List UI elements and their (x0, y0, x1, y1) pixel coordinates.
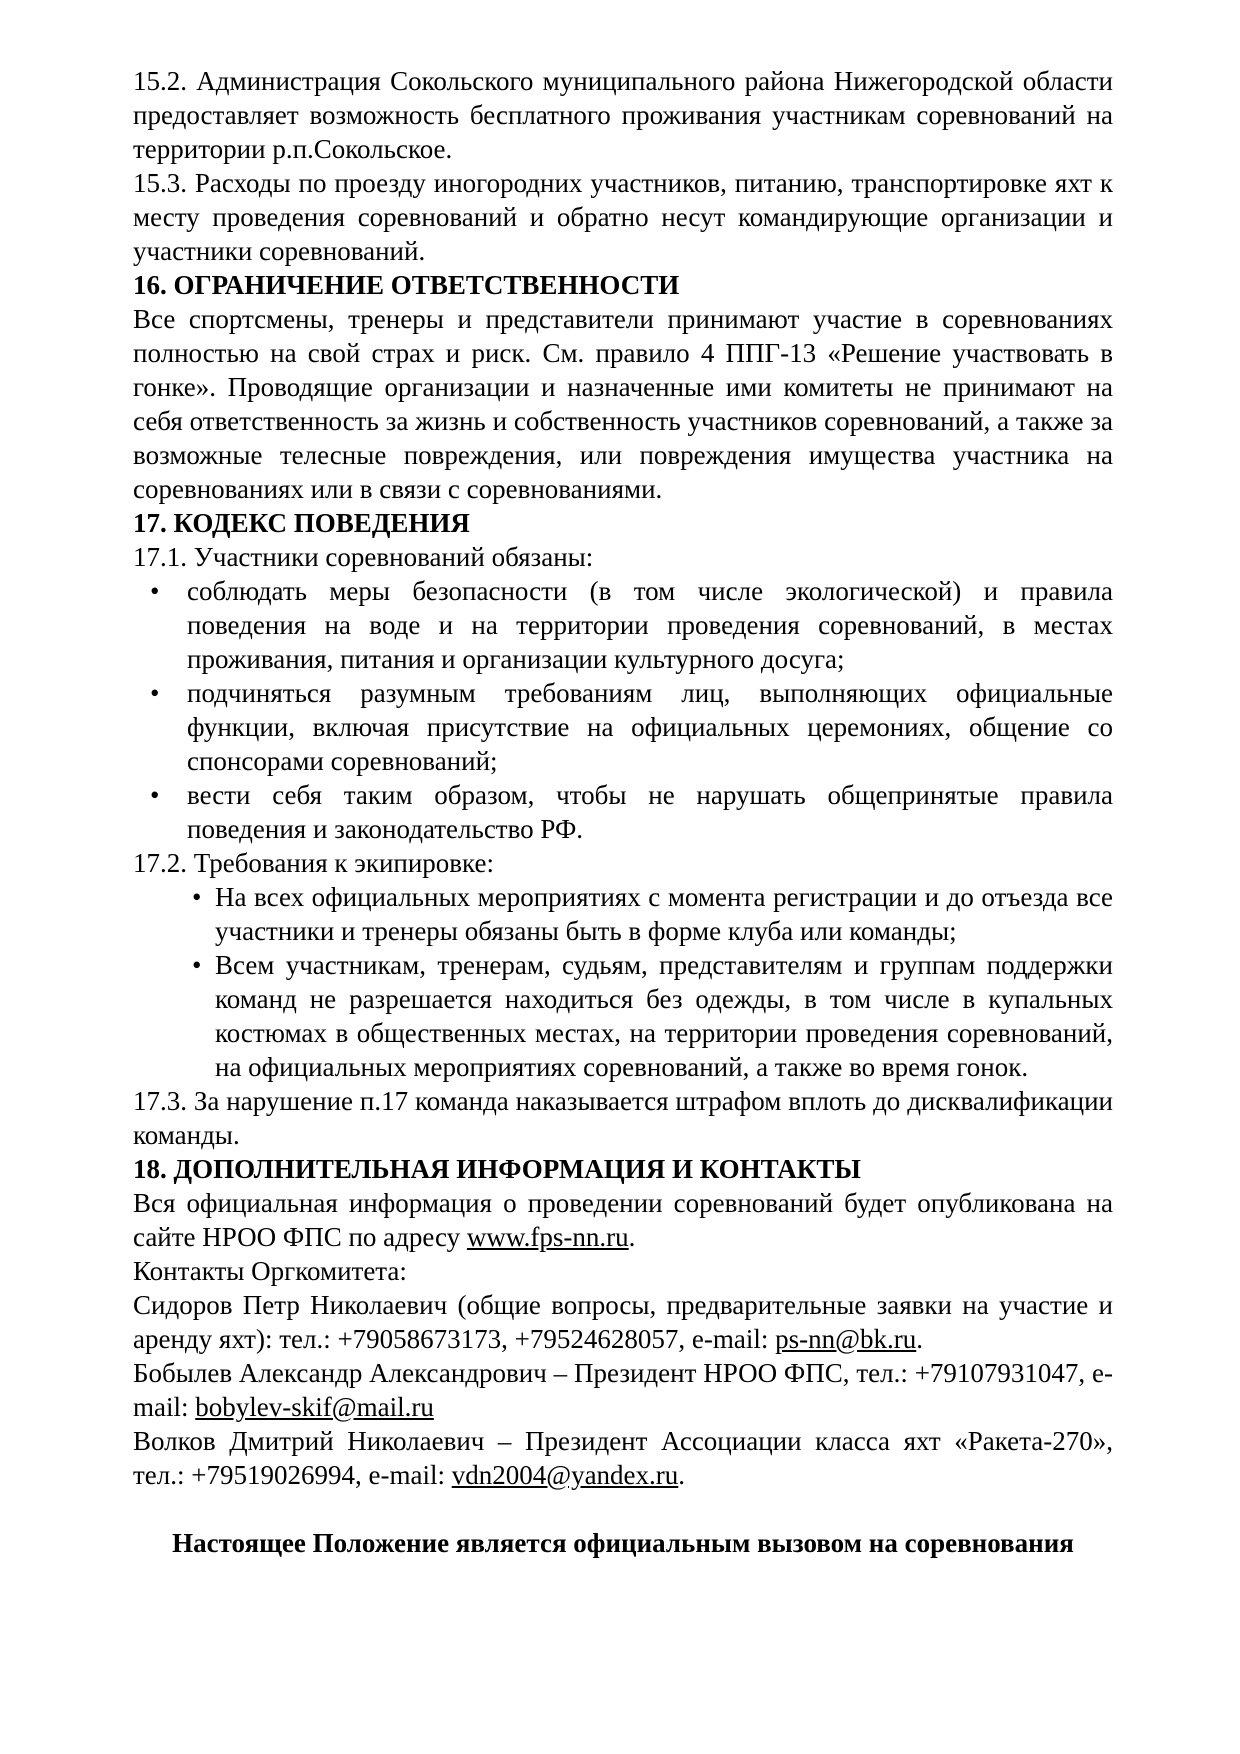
contact-sidorov-text: Сидоров Петр Николаевич (общие вопросы, предварительные заявки на участие и аренду яхт): тел.: +79058673173, +79524628057, e-mail: (133, 1290, 1113, 1354)
contact-volkov (133, 1424, 1113, 1492)
section-16-heading: 16. ОГРАНИЧЕНИЕ ОТВЕТСТВЕННОСТИ (133, 270, 680, 300)
paragraph-15-2: 15.2. Администрация Сокольского муниципального района Нижегородской области предоставляет возможность бесплатного проживания участникам соревнований на территории р.п.Сокольское. (133, 66, 1113, 164)
list-item-conduct-behavior: • вести себя таким образом, чтобы не нарушать общепринятые правила поведения и законодательство РФ. (187, 778, 1113, 846)
info-text-suffix: . (628, 1222, 636, 1252)
list-item-uniform: • На всех официальных мероприятиях с момента регистрации и до отъезда все участники и тренеры обязаны быть в форме клуба или команды; (215, 880, 1113, 948)
contact-sidorov-suffix: . (916, 1324, 923, 1354)
fps-website-link[interactable]: www.fps-nn.ru (466, 1222, 629, 1252)
paragraph-18-info (133, 1186, 1113, 1254)
contact-bobylev-text: Бобылев Александр Александрович – Президент НРОО ФПС, тел.: +79107931047, e-mail: (133, 1358, 1113, 1422)
contact-volkov-suffix: . (678, 1460, 686, 1490)
section-17-heading: 17. КОДЕКС ПОВЕДЕНИЯ (133, 508, 470, 538)
conduct-rules-list (133, 574, 1113, 846)
list-item-dress-code: • Всем участникам, тренерам, судьям, представителям и группам поддержки команд не разрешается находиться без одежды, в том числе в купальных костюмах в общественных местах, на территории проведения соревнований, на официальных мероприятиях соревнований, а также во время гонок. (215, 948, 1113, 1084)
section-18-heading: 18. ДОПОЛНИТЕЛЬНАЯ ИНФОРМАЦИЯ И КОНТАКТЫ (133, 1154, 861, 1184)
paragraph-17-2: 17.2. Требования к экипировке: (133, 848, 494, 878)
contact-sidorov (133, 1288, 1113, 1356)
official-call-note: Настоящее Положение является официальным вызовом на соревнования (172, 1528, 1074, 1558)
info-text-prefix: Вся официальная информация о проведении соревнований будет опубликована на сайте НРОО ФПС по адресу (133, 1188, 1113, 1252)
volkov-email-link[interactable]: vdn2004@yandex.ru (451, 1460, 679, 1490)
contact-bobylev (133, 1356, 1113, 1424)
list-item-conduct-obey-officials: • подчиняться разумным требованиям лиц, выполняющих официальные функции, включая присутствие на официальных церемониях, общение со спонсорами соревнований; (187, 676, 1113, 778)
paragraph-17-1: 17.1. Участники соревнований обязаны: (133, 542, 594, 572)
list-item-conduct-safety: • соблюдать меры безопасности (в том числе экологической) и правила поведения на воде и на территории проведения соревнований, в местах проживания, питания и организации культурного досуга; (187, 574, 1113, 676)
equipment-rules-list (133, 880, 1113, 1084)
bobylev-email-link[interactable]: bobylev-skif@mail.ru (195, 1392, 434, 1422)
sidorov-email-link[interactable]: ps-nn@bk.ru (775, 1324, 917, 1354)
contact-volkov-text: Волков Дмитрий Николаевич – Президент Ассоциации класса яхт «Ракета-270», тел.: +79519026994, e-mail: (133, 1426, 1113, 1490)
contacts-heading: Контакты Оргкомитета: (133, 1256, 407, 1286)
paragraph-15-3: 15.3. Расходы по проезду иногородних участников, питанию, транспортировке яхт к месту проведения соревнований и обратно несут командирующие организации и участники соревнований. (133, 168, 1113, 266)
paragraph-17-3: 17.3. За нарушение п.17 команда наказывается штрафом вплоть до дисквалификации команды. (133, 1086, 1113, 1150)
paragraph-16-liability: Все спортсмены, тренеры и представители принимают участие в соревнованиях полностью на свой страх и риск. См. правило 4 ППГ-13 «Решение участвовать в гонке». Проводящие организации и назначенные ими комитеты не принимают на себя ответственность за жизнь и собственность участников соревнований, а также за возможные телесные повреждения, или повреждения имущества участника на соревнованиях или в связи с соревнованиями. (133, 304, 1113, 504)
